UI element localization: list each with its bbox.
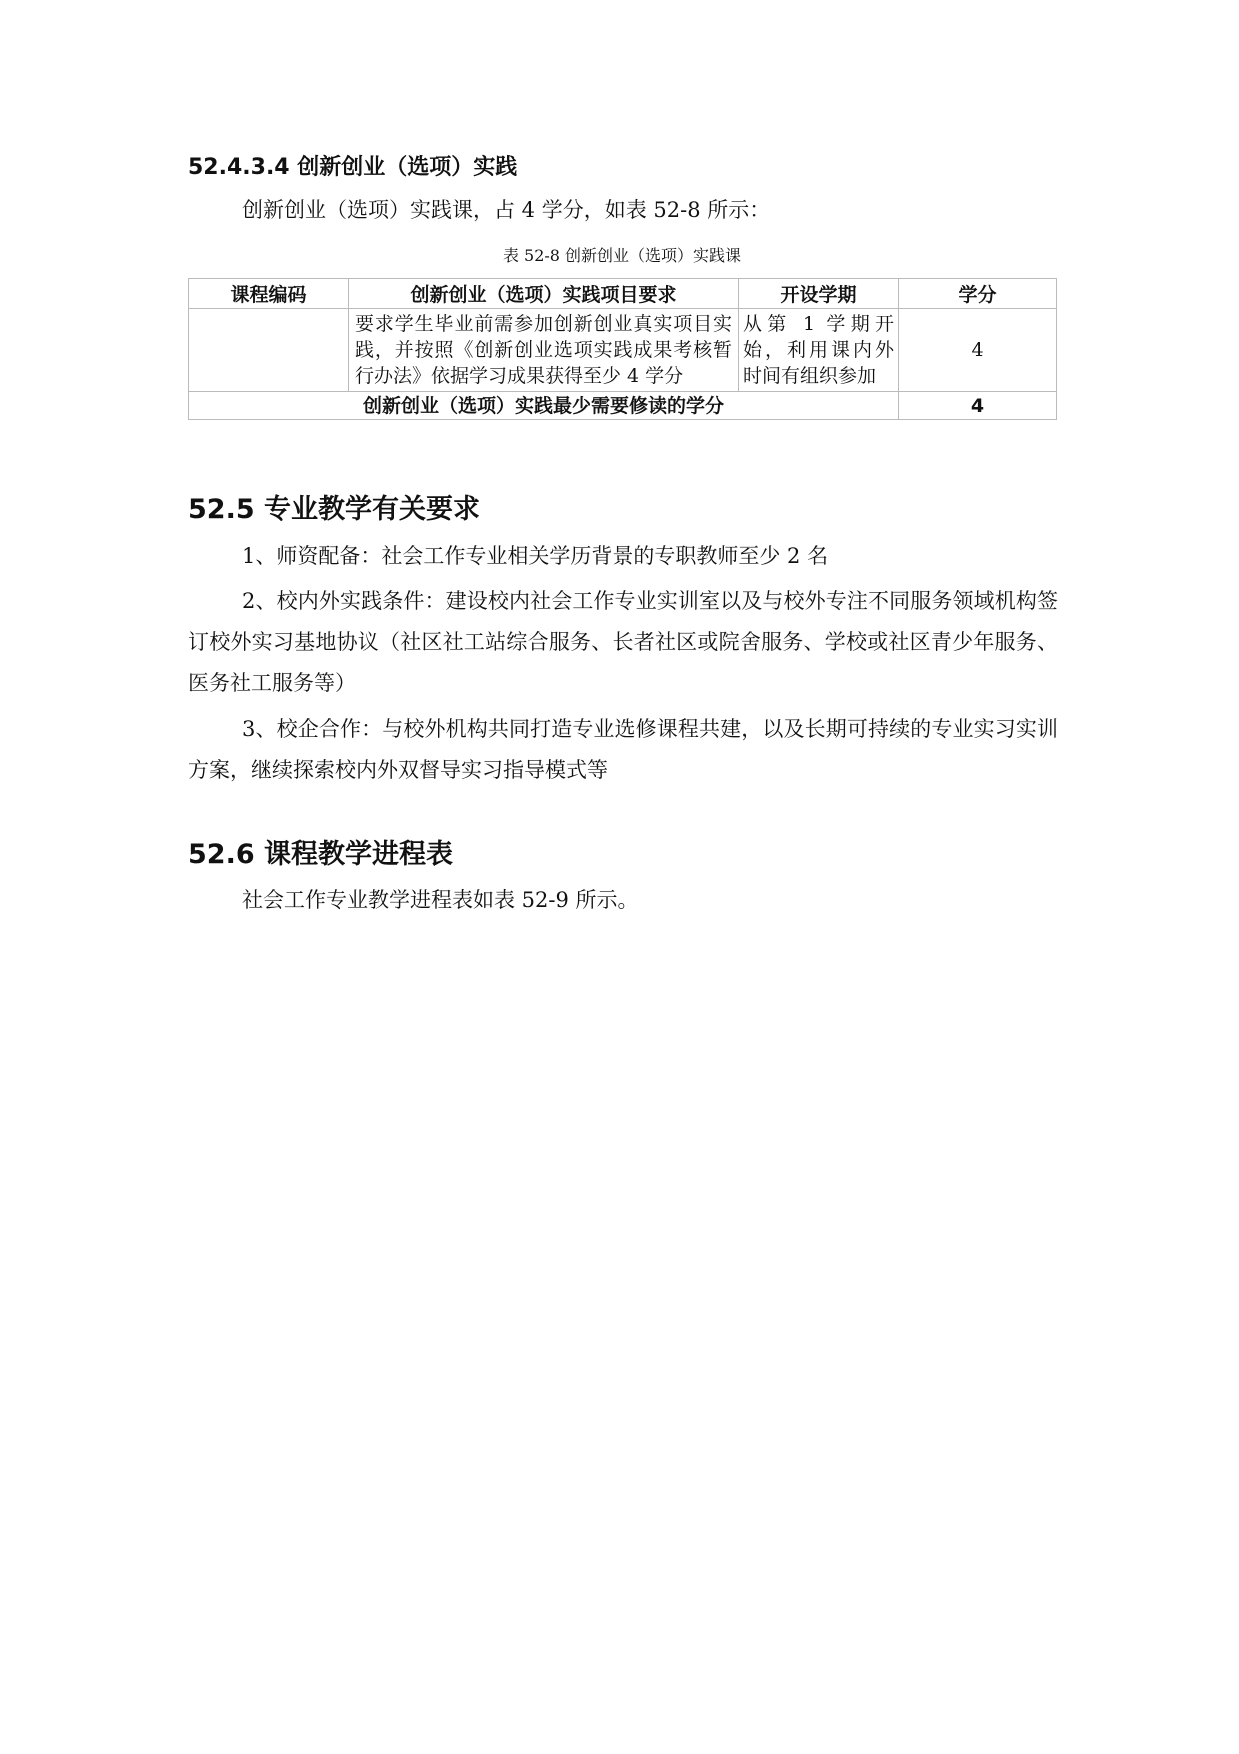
requirement-item-2: 2、校内外实践条件：建设校内社会工作专业实训室以及与校外专注不同服务领域机构签订校外实习基地协议（社区社工站综合服务、长者社区或院舍服务、学校或社区青少年服务、医务社工服务等） [188,589,1058,695]
cell-course-code [189,309,349,392]
cell-credits: 4 [899,309,1057,392]
table-row [189,309,1057,392]
requirement-item-3: 3、校企合作：与校外机构共同打造专业选修课程共建，以及长期可持续的专业实习实训方案，继续探索校内外双督导实习指导模式等 [188,717,1058,782]
total-label: 创新创业（选项）实践最少需要修读的学分 [189,392,899,420]
cell-semester: 从第 1 学期开始，利用课内外时间有组织参加 [739,309,899,392]
section-heading-52-6: 52.6 课程教学进程表 [188,839,454,870]
practice-course-table [188,278,1057,420]
header-requirement: 创新创业（选项）实践项目要求 [349,279,739,309]
cell-requirement: 要求学生毕业前需参加创新创业真实项目实践，并按照《创新创业选项实践成果考核暂行办法》依据学习成果获得至少 4 学分 [349,309,739,392]
requirement-item-1: 1、师资配备：社会工作专业相关学历背景的专职教师至少 2 名 [242,544,829,568]
header-credits: 学分 [899,279,1057,309]
table-header-row [189,279,1057,309]
section-intro-paragraph: 创新创业（选项）实践课，占 4 学分，如表 52-8 所示： [242,198,771,222]
total-value: 4 [899,392,1057,420]
table-total-row [189,392,1057,420]
section-heading-52-5: 52.5 专业教学有关要求 [188,494,481,525]
section-heading-52-4-3-4: 52.4.3.4 创新创业（选项）实践 [188,155,518,180]
schedule-intro-paragraph: 社会工作专业教学进程表如表 52-9 所示。 [242,888,639,912]
table-caption: 表 52-8 创新创业（选项）实践课 [502,246,742,265]
header-course-code: 课程编码 [189,279,349,309]
header-semester: 开设学期 [739,279,899,309]
